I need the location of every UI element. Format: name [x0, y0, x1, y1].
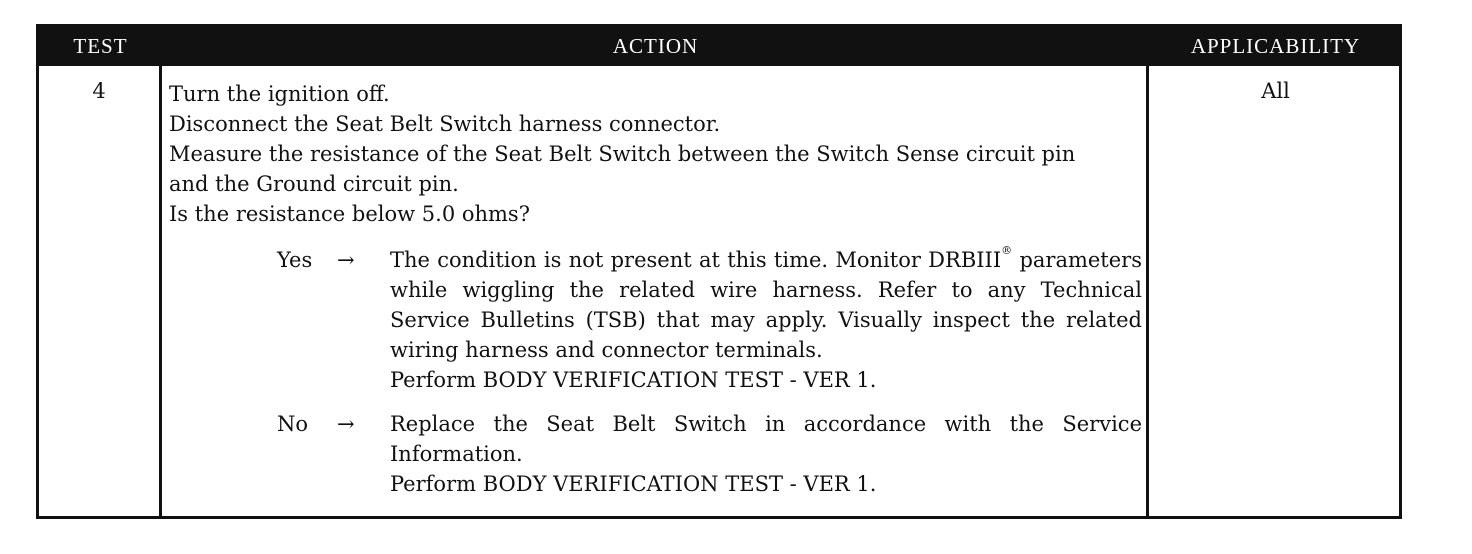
outcome-yes-text — [390, 245, 1142, 395]
action-cell — [169, 79, 1144, 499]
test-number: 4 — [92, 79, 106, 103]
header-action: ACTION — [612, 34, 699, 58]
outcome-yes-paragraph — [390, 245, 1142, 365]
outcome-no — [169, 409, 1144, 499]
arrow-right-icon: → — [337, 412, 355, 436]
action-question: Is the resistance below 5.0 ohms? — [169, 202, 530, 226]
outcome-no-label: No — [277, 412, 309, 436]
outcome-yes-final: Perform BODY VERIFICATION TEST - VER 1. — [390, 368, 877, 392]
action-step-4: and the Ground circuit pin. — [169, 172, 459, 196]
outcome-yes — [169, 245, 1144, 395]
outcome-yes-label: Yes — [277, 248, 313, 272]
header-applicability: APPLICABILITY — [1190, 34, 1361, 58]
outcome-yes-text-1: The condition is not present at this time. Monitor DRBIII — [390, 248, 1002, 272]
arrow-right-icon: → — [337, 248, 355, 272]
applicability-value: All — [1261, 79, 1290, 103]
action-step-3: Measure the resistance of the Seat Belt Switch between the Switch Sense circuit pin — [169, 142, 1076, 166]
table-header — [39, 27, 1399, 66]
registered-mark: ® — [1001, 244, 1013, 257]
diagnostic-test-table — [36, 24, 1402, 519]
action-step-1: Turn the ignition off. — [169, 82, 390, 106]
header-test: TEST — [73, 34, 128, 58]
outcome-no-final: Perform BODY VERIFICATION TEST - VER 1. — [390, 472, 877, 496]
column-divider-1 — [159, 66, 162, 516]
column-divider-2 — [1146, 66, 1149, 516]
outcome-yes-text-2: parameters while wiggling the related wire harness. Refer to any Technical Service Bulletins (TSB) that may apply. Visually inspect the related wiring harness and connector terminals. — [390, 248, 1142, 362]
action-step-2: Disconnect the Seat Belt Switch harness connector. — [169, 112, 721, 136]
outcome-no-text — [390, 409, 1142, 499]
outcome-no-paragraph: Replace the Seat Belt Switch in accordance with the Service Information. — [390, 412, 1142, 466]
